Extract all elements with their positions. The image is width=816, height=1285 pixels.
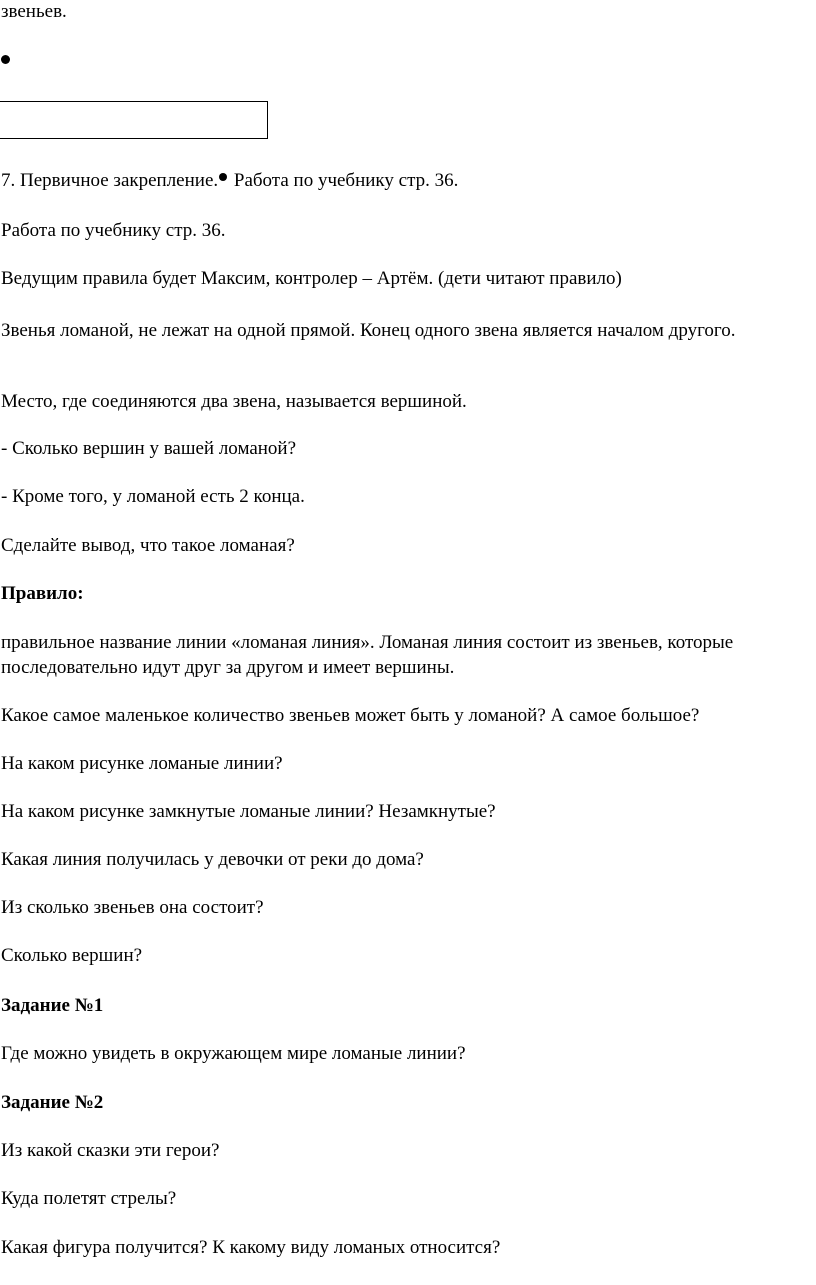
- text-kolichestvo-zvenev: Какое самое маленькое количество звеньев может быть у ломаной? А самое большое?: [1, 705, 700, 726]
- text-skazka: Из какой сказки эти герои?: [1, 1140, 220, 1161]
- bullet-dot-icon: [1, 55, 10, 64]
- text-zvenev: звеньев.: [1, 1, 67, 22]
- text-skolko-vershin: - Сколько вершин у вашей ломаной?: [1, 438, 297, 459]
- text-gde-uvidet: Где можно увидеть в окружающем мире ломаные линии?: [1, 1043, 466, 1064]
- text-na-kakom-risunke: На каком рисунке ломаные линии?: [1, 753, 283, 774]
- section-heading-prefix: 7. Первичное закрепление.: [1, 170, 219, 191]
- text-devochka: Какая линия получилась у девочки от реки до дома?: [1, 849, 424, 870]
- text-skolko-vershin-2: Сколько вершин?: [1, 945, 143, 966]
- text-zamknutye: На каком рисунке замкнутые ломаные линии? Незамкнутые?: [1, 801, 496, 822]
- text-streli: Куда полетят стрелы?: [1, 1188, 177, 1209]
- text-vedushchim: Ведущим правила будет Максим, контролер – Артём. (дети читают правило): [1, 268, 622, 289]
- section-heading-suffix: Работа по учебнику стр. 36.: [229, 170, 459, 191]
- section-heading-7: [1, 170, 458, 192]
- text-pravilo: правильное название линии «ломаная линия». Ломаная линия состоит из звеньев, которые последовательно идут друг за другом и имеет вершины.: [1, 632, 734, 678]
- text-figura: Какая фигура получится? К какому виду ломаных относится?: [1, 1237, 501, 1258]
- text-zvenya-lomanoy: Звенья ломаной, не лежат на одной прямой. Конец одного звена является началом другого.: [1, 320, 736, 341]
- rule-heading: Правило:: [1, 583, 84, 604]
- task-2-heading: Задание №2: [1, 1092, 104, 1113]
- task-1-heading: Задание №1: [1, 995, 104, 1016]
- inline-bullet-icon: [219, 173, 227, 181]
- text-uchebnik: Работа по учебнику стр. 36.: [1, 220, 226, 241]
- text-krome-togo: - Кроме того, у ломаной есть 2 конца.: [1, 486, 305, 507]
- text-mesto-vershina: Место, где соединяются два звена, называется вершиной.: [1, 391, 467, 412]
- text-iz-skolko-zvenev: Из сколько звеньев она состоит?: [1, 897, 264, 918]
- text-sdelayte-vyvod: Сделайте вывод, что такое ломаная?: [1, 535, 295, 556]
- empty-box-frame: [0, 101, 268, 139]
